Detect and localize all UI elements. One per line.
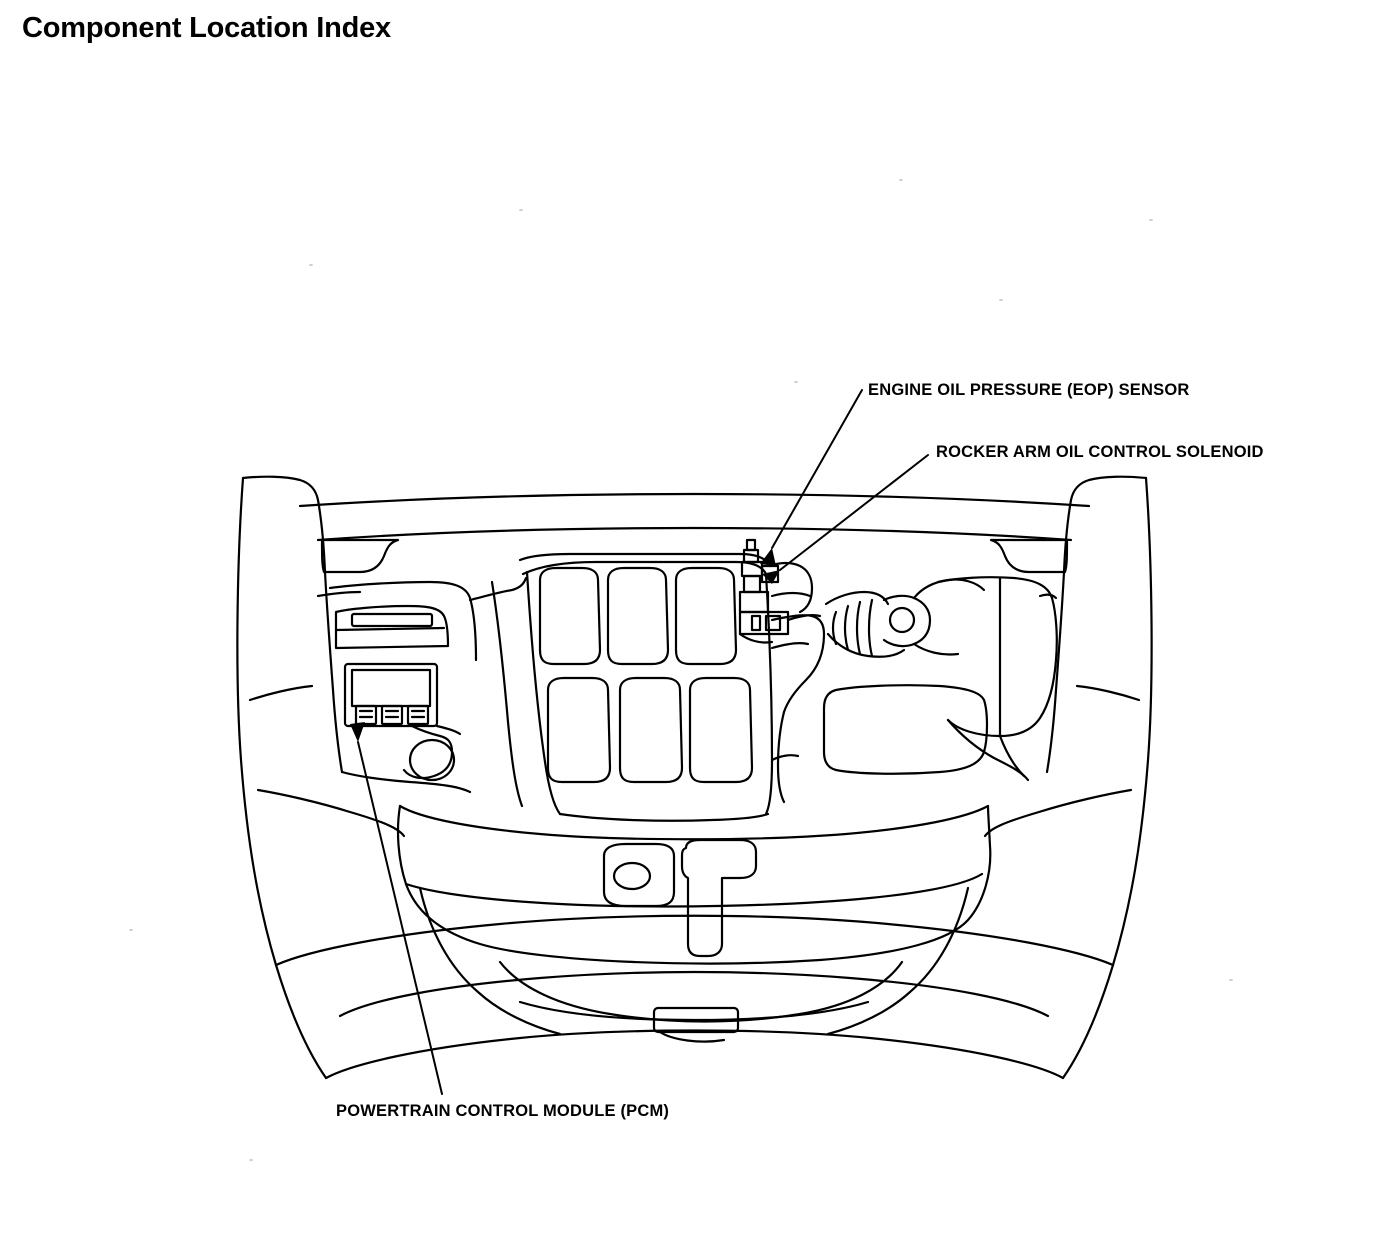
callout-label-eop-sensor: ENGINE OIL PRESSURE (EOP) SENSOR bbox=[868, 381, 1190, 399]
callout-label-rocker-arm-oil-control-solenoid: ROCKER ARM OIL CONTROL SOLENOID bbox=[936, 443, 1264, 461]
arrowhead-eop bbox=[760, 548, 776, 566]
arrowhead-pcm bbox=[350, 722, 365, 742]
callout-label-powertrain-control-module: POWERTRAIN CONTROL MODULE (PCM) bbox=[336, 1102, 670, 1120]
page-title: Component Location Index bbox=[22, 12, 391, 44]
